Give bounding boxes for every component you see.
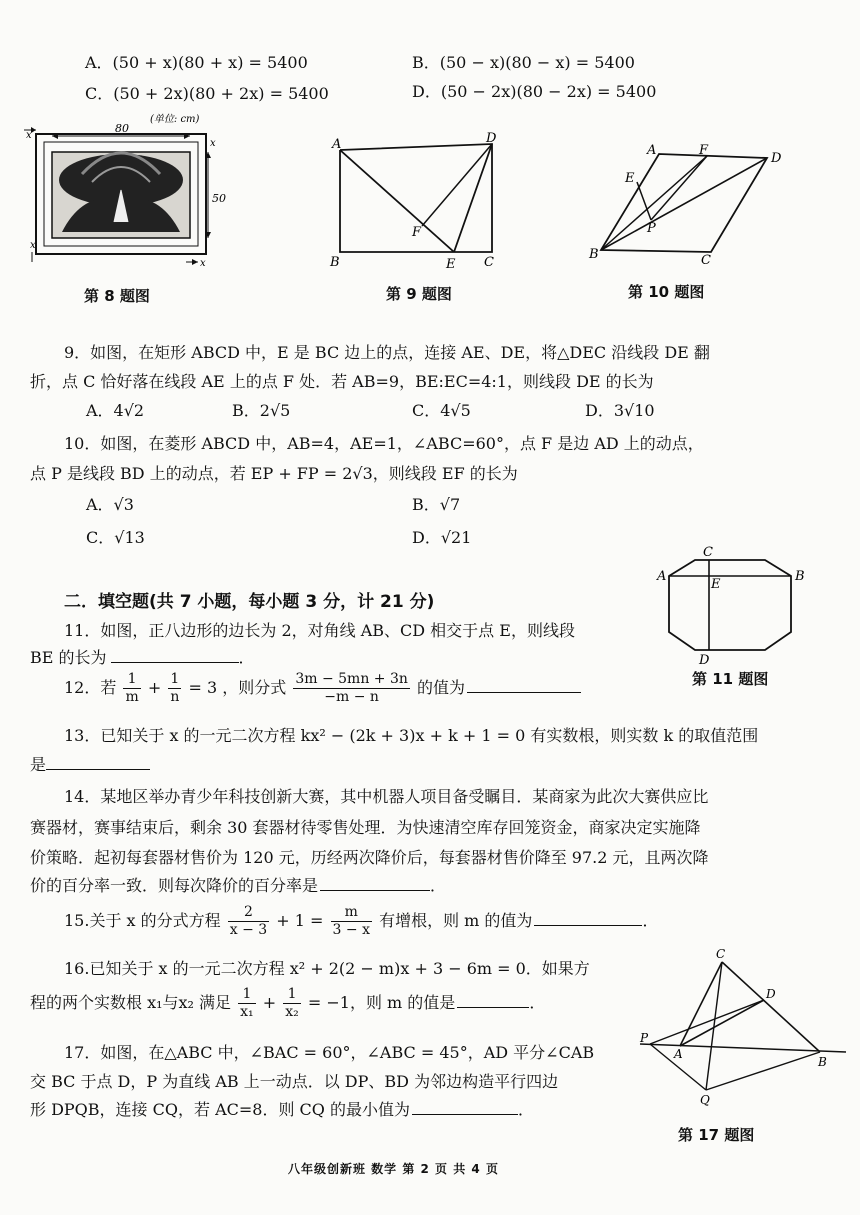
q16-f2-den: x₂: [285, 1004, 299, 1020]
q14-line4-text: 价的百分率一致．则每次降价的百分率是: [30, 876, 319, 895]
fig10-point-f: F: [699, 143, 709, 158]
fig17-point-d: D: [766, 987, 776, 1001]
q12-suffix: 的值为: [417, 678, 466, 697]
q9-option-c: C．4√5: [412, 401, 471, 420]
q9-line2: 折，点 C 恰好落在线段 AE 上的点 F 处．若 AB=9，BE:EC=4:1，则线段 DE 的长为: [30, 372, 654, 391]
option-d-q8: D．(50 − 2x)(80 − 2x) = 5400: [412, 82, 657, 101]
q11-line1: 11．如图，正八边形的边长为 2，对角线 AB、CD 相交于点 E，则线段: [64, 621, 575, 640]
fig10-point-d: D: [771, 151, 782, 166]
q17-line3: 形 DPQB，连接 CQ，若 AC=8．则 CQ 的最小值为 ．: [30, 1100, 535, 1119]
q12-f3-den: −m − n: [324, 689, 379, 705]
q15-answer-blank[interactable]: [534, 911, 642, 926]
q14-line4: 价的百分率一致．则每次降价的百分率是 ．: [30, 876, 447, 895]
q12-f1-den: m: [125, 689, 139, 705]
q15-f1-den: x − 3: [229, 922, 268, 938]
fig8-height-label: 50: [212, 192, 226, 205]
figure-10-rhombus: [585, 140, 805, 270]
fig9-point-a: A: [332, 137, 342, 152]
q10-option-d: D．√21: [412, 528, 472, 547]
fig8-x-label-br: x: [200, 258, 206, 269]
fig17-point-c: C: [716, 947, 726, 961]
q15-suffix: 有增根，则 m 的值为: [379, 911, 533, 930]
q16-line2: 程的两个实数根 x₁与x₂ 满足 $\frac{1}{\text{x₁}}$ + $\frac{1}{\text{x₂}}$ = −1，则 m 的值是 ．: [30, 986, 546, 1020]
q17-answer-blank[interactable]: [412, 1100, 518, 1115]
fig10-point-b: B: [589, 247, 599, 262]
q16-fraction-2: [283, 986, 301, 1021]
figure-11-octagon: [655, 546, 815, 668]
figure-17-caption: 第 17 题图: [678, 1126, 755, 1144]
q13-line1: 13．已知关于 x 的一元二次方程 kx² − (2k + 3)x + k + 1 = 0 有实数根，则实数 k 的取值范围: [64, 726, 759, 745]
q12-f3-num: 3m − 5mn + 3n: [295, 671, 408, 687]
fig10-point-e: E: [625, 171, 635, 186]
figure-9-caption: 第 9 题图: [386, 285, 452, 303]
q12-f2-den: n: [170, 689, 180, 705]
fig10-point-a: A: [647, 143, 657, 158]
fig8-unit-label: (单位: cm): [150, 114, 200, 125]
fig17-point-q: Q: [700, 1093, 710, 1107]
q15-f2-num: m: [331, 904, 372, 922]
q12: [64, 670, 581, 706]
fig11-point-d: D: [699, 653, 710, 668]
fig17-point-b: B: [818, 1055, 827, 1069]
figure-8-carpet: [22, 112, 226, 274]
q10-option-a: A．√3: [86, 495, 134, 514]
q11-line2: BE 的长为 ．: [30, 648, 255, 667]
section-2-title: 二．填空题(共 7 小题，每小题 3 分，计 21 分): [64, 592, 435, 612]
figure-10-caption: 第 10 题图: [628, 283, 705, 301]
q16-f1-num: 1: [238, 986, 256, 1004]
fig11-point-e: E: [711, 577, 721, 592]
q12-eq: = 3 ，则分式: [188, 678, 287, 697]
q14-answer-blank[interactable]: [320, 876, 430, 891]
q9-line1: 9．如图，在矩形 ABCD 中，E 是 BC 边上的点，连接 AE、DE，将△DEC 沿线段 DE 翻: [64, 343, 710, 362]
q12-plus: +: [147, 678, 162, 697]
option-b-q8: B．(50 − x)(80 − x) = 5400: [412, 53, 635, 72]
fig8-x-label-tl: x: [26, 130, 32, 141]
q10-option-b: B．√7: [412, 495, 461, 514]
q12-f1-num: 1: [123, 671, 140, 689]
q16-answer-blank[interactable]: [457, 993, 529, 1008]
q9-option-a: A．4√2: [86, 401, 145, 420]
figure-9-rectangle: [320, 130, 510, 270]
q14-line2: 赛器材，赛事结束后，剩余 30 套器材待零售处理．为快速清空库存回笼资金，商家决定实施降: [30, 818, 701, 837]
q15-f1-num: 2: [228, 904, 269, 922]
figure-8-caption: 第 8 题图: [84, 287, 150, 305]
q12-f2-num: 1: [168, 671, 181, 689]
fig11-point-c: C: [703, 545, 713, 560]
fig9-point-d: D: [486, 131, 497, 146]
q15-mid: + 1 =: [276, 911, 324, 930]
q16-fraction-1: [238, 986, 256, 1021]
q11-line2-text: BE 的长为: [30, 648, 107, 667]
q17-line3-text: 形 DPQB，连接 CQ，若 AC=8．则 CQ 的最小值为: [30, 1100, 411, 1119]
page-footer: 八年级创新班 数学 第 2 页 共 4 页: [288, 1162, 499, 1176]
fig8-x-label-tr: x: [210, 138, 216, 149]
fig8-width-label: 80: [115, 122, 129, 135]
option-c-q8: C．(50 + 2x)(80 + 2x) = 5400: [85, 84, 329, 103]
fig11-point-a: A: [657, 569, 667, 584]
q10-line2: 点 P 是线段 BD 上的动点，若 EP + FP = 2√3，则线段 EF 的长为: [30, 464, 518, 483]
fig9-point-f: F: [412, 225, 422, 240]
q17-line1: 17．如图，在△ABC 中，∠BAC = 60°，∠ABC = 45°，AD 平分∠CAB: [64, 1043, 595, 1062]
q12-answer-blank[interactable]: [467, 678, 581, 693]
q15: 15.关于 x 的分式方程 $\frac{2}{x - 3}$ + 1 = $\frac{m}{3 - x}$ 有增根，则 m 的值为 ．: [64, 904, 659, 938]
q14-line1: 14．某地区举办青少年科技创新大赛，其中机器人项目备受瞩目．某商家为此次大赛供应比: [64, 787, 709, 806]
q16-prefix: 程的两个实数根 x₁与x₂ 满足: [30, 993, 232, 1012]
fig10-point-p: P: [647, 221, 656, 236]
option-a-q8: A．(50 + x)(80 + x) = 5400: [85, 53, 308, 72]
q12-prefix: 12．若: [64, 678, 117, 697]
q16-line1: 16.已知关于 x 的一元二次方程 x² + 2(2 − m)x + 3 − 6m = 0．如果方: [64, 959, 590, 978]
q10-option-c: C．√13: [86, 528, 145, 547]
q14-line3: 价策略．起初每套器材售价为 120 元，历经两次降价后，每套器材售价降至 97.2 元，且两次降: [30, 848, 709, 867]
fig11-point-b: B: [795, 569, 805, 584]
q13-line2: [30, 752, 150, 775]
q16-suffix: = −1，则 m 的值是: [307, 993, 456, 1012]
q9-option-b: B．2√5: [232, 401, 291, 420]
fig17-point-p: P: [640, 1031, 649, 1045]
q11-answer-blank[interactable]: [111, 648, 239, 663]
fig9-point-b: B: [330, 255, 340, 270]
figure-17-triangle: [636, 948, 850, 1108]
q17-line2: 交 BC 于点 D，P 为直线 AB 上一动点．以 DP、BD 为邻边构造平行四边: [30, 1072, 559, 1091]
q15-f2-den: 3 − x: [332, 922, 370, 938]
q10-line1: 10．如图，在菱形 ABCD 中，AB=4，AE=1，∠ABC=60°，点 F 是边 AD 上的动点，: [64, 434, 704, 453]
fig8-x-label-bl: x: [30, 240, 36, 251]
q12-fraction-1: [123, 671, 140, 706]
figure-11-caption: 第 11 题图: [692, 670, 769, 688]
fig9-point-e: E: [446, 257, 456, 272]
q15-fraction-2: [331, 904, 372, 939]
q16-f2-num: 1: [283, 986, 301, 1004]
q15-prefix: 15.关于 x 的分式方程: [64, 911, 221, 930]
q12-fraction-3: [293, 671, 410, 706]
q16-f1-den: x₁: [240, 1004, 254, 1020]
q13-line2-text: 是: [30, 755, 47, 774]
q15-fraction-1: [228, 904, 269, 939]
q12-fraction-2: [168, 671, 181, 706]
q16-plus: +: [262, 993, 277, 1012]
fig9-point-c: C: [484, 255, 494, 270]
fig10-point-c: C: [701, 253, 711, 268]
q9-option-d: D．3√10: [585, 401, 655, 420]
q13-answer-blank[interactable]: [46, 755, 150, 770]
fig17-point-a: A: [674, 1047, 683, 1061]
